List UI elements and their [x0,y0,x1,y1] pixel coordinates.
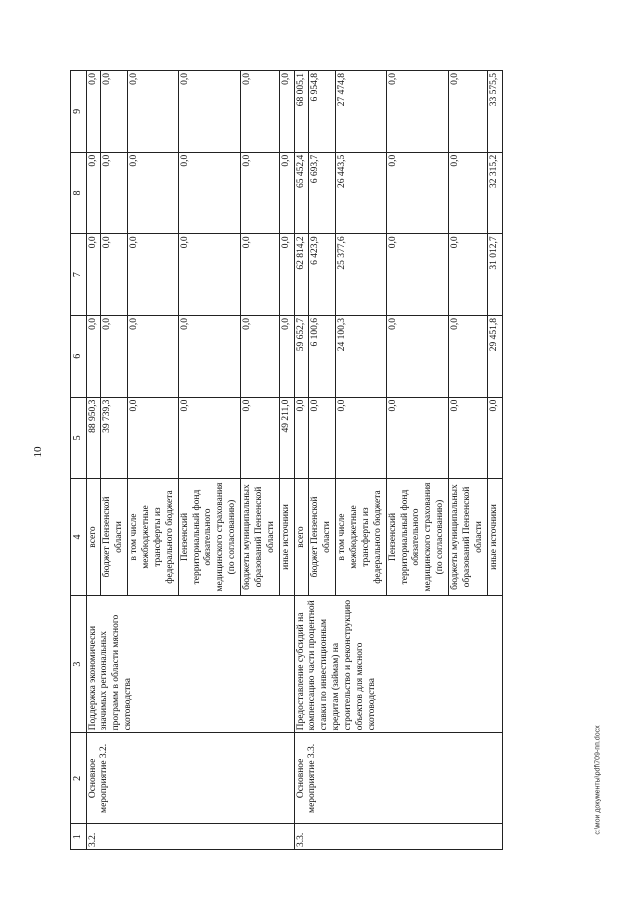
amount-cell: 0,0 [487,397,502,479]
funding-source: бюджет Пензенской области [101,479,128,596]
amount-cell: 39 739,3 [101,397,128,479]
amount-cell: 0,0 [178,71,240,153]
header-cell: 5 [71,397,87,479]
amount-cell: 0,0 [279,234,294,316]
amount-cell: 68 005,1 [294,71,309,153]
amount-cell: 0,0 [279,152,294,234]
funding-source: Пензенский территориальный фонд обязательного медицинского страхования (по согласованию) [386,479,448,596]
amount-cell: 0,0 [128,152,179,234]
amount-cell: 62 814,2 [294,234,309,316]
amount-cell: 0,0 [241,234,280,316]
amount-cell: 0,0 [86,234,101,316]
table-row [294,71,309,850]
amount-cell: 0,0 [128,234,179,316]
amount-cell: 0,0 [101,234,128,316]
event-title: Основное мероприятие 3.2. [86,733,294,824]
amount-cell: 0,0 [101,152,128,234]
amount-cell: 0,0 [449,71,488,153]
amount-cell: 0,0 [86,152,101,234]
amount-cell: 0,0 [128,397,179,479]
event-description: Поддержка экономически значимых региональных программ в области мясного скотоводства [86,595,294,733]
amount-cell: 65 452,4 [294,152,309,234]
amount-cell: 0,0 [336,397,387,479]
amount-cell: 31 012,7 [487,234,502,316]
amount-cell: 0,0 [309,397,336,479]
financing-table [70,70,503,850]
amount-cell: 0,0 [241,71,280,153]
amount-cell: 29 451,8 [487,315,502,397]
amount-cell: 27 474,8 [336,71,387,153]
row-number: 3.2. [86,824,294,850]
amount-cell: 24 100,3 [336,315,387,397]
rotated-table-container [70,70,570,850]
header-cell: 9 [71,71,87,153]
funding-source: бюджеты муниципальных образований Пензенской области [241,479,280,596]
header-cell: 4 [71,479,87,596]
amount-cell: 0,0 [101,71,128,153]
amount-cell: 0,0 [86,315,101,397]
event-title: Основное мероприятие 3.3. [294,733,502,824]
amount-cell: 0,0 [386,397,448,479]
amount-cell: 0,0 [386,234,448,316]
amount-cell: 0,0 [279,315,294,397]
amount-cell: 33 575,5 [487,71,502,153]
page-number: 10 [32,446,44,458]
amount-cell: 6 100,6 [309,315,336,397]
funding-source: иные источники [487,479,502,596]
funding-source: бюджеты муниципальных образований Пензенской области [449,479,488,596]
funding-source: всего [86,479,101,596]
amount-cell: 0,0 [241,152,280,234]
amount-cell: 32 315,2 [487,152,502,234]
amount-cell: 0,0 [449,397,488,479]
funding-source: в том числе межбюджетные трансферты из федерального бюджета [336,479,387,596]
row-number: 3.3. [294,824,502,850]
amount-cell: 6 954,8 [309,71,336,153]
amount-cell: 0,0 [386,71,448,153]
amount-cell: 0,0 [178,152,240,234]
header-cell: 2 [71,733,87,824]
amount-cell: 0,0 [386,315,448,397]
header-cell: 8 [71,152,87,234]
amount-cell: 0,0 [449,234,488,316]
funding-source: в том числе межбюджетные трансферты из федерального бюджета [128,479,179,596]
amount-cell: 0,0 [294,397,309,479]
header-cell: 1 [71,824,87,850]
footer-file-path: c:\мои документы\pdf\709-пп.docx [594,725,602,835]
amount-cell: 0,0 [178,234,240,316]
amount-cell: 6 693,7 [309,152,336,234]
funding-source: Пензенский территориальный фонд обязательного медицинского страхования (по согласованию) [178,479,240,596]
amount-cell: 0,0 [241,397,280,479]
header-cell: 3 [71,595,87,733]
table-row [86,71,101,850]
amount-cell: 0,0 [241,315,280,397]
amount-cell: 0,0 [86,71,101,153]
amount-cell: 88 950,3 [86,397,101,479]
funding-source: иные источники [279,479,294,596]
amount-cell: 0,0 [449,152,488,234]
amount-cell: 0,0 [449,315,488,397]
header-row [71,71,87,850]
amount-cell: 59 652,7 [294,315,309,397]
amount-cell: 0,0 [128,315,179,397]
header-cell: 7 [71,234,87,316]
amount-cell: 0,0 [279,71,294,153]
amount-cell: 0,0 [101,315,128,397]
amount-cell: 49 211,0 [279,397,294,479]
amount-cell: 25 377,6 [336,234,387,316]
amount-cell: 0,0 [178,397,240,479]
event-description: Предоставление субсидий на компенсацию части процентной ставки по инвестиционным кредитам (займам) на строительство и реконструкцию объектов для мясного скотоводства [294,595,502,733]
amount-cell: 6 423,9 [309,234,336,316]
amount-cell: 0,0 [128,71,179,153]
funding-source: бюджет Пензенской области [309,479,336,596]
funding-source: всего [294,479,309,596]
amount-cell: 26 443,5 [336,152,387,234]
header-cell: 6 [71,315,87,397]
amount-cell: 0,0 [178,315,240,397]
amount-cell: 0,0 [386,152,448,234]
